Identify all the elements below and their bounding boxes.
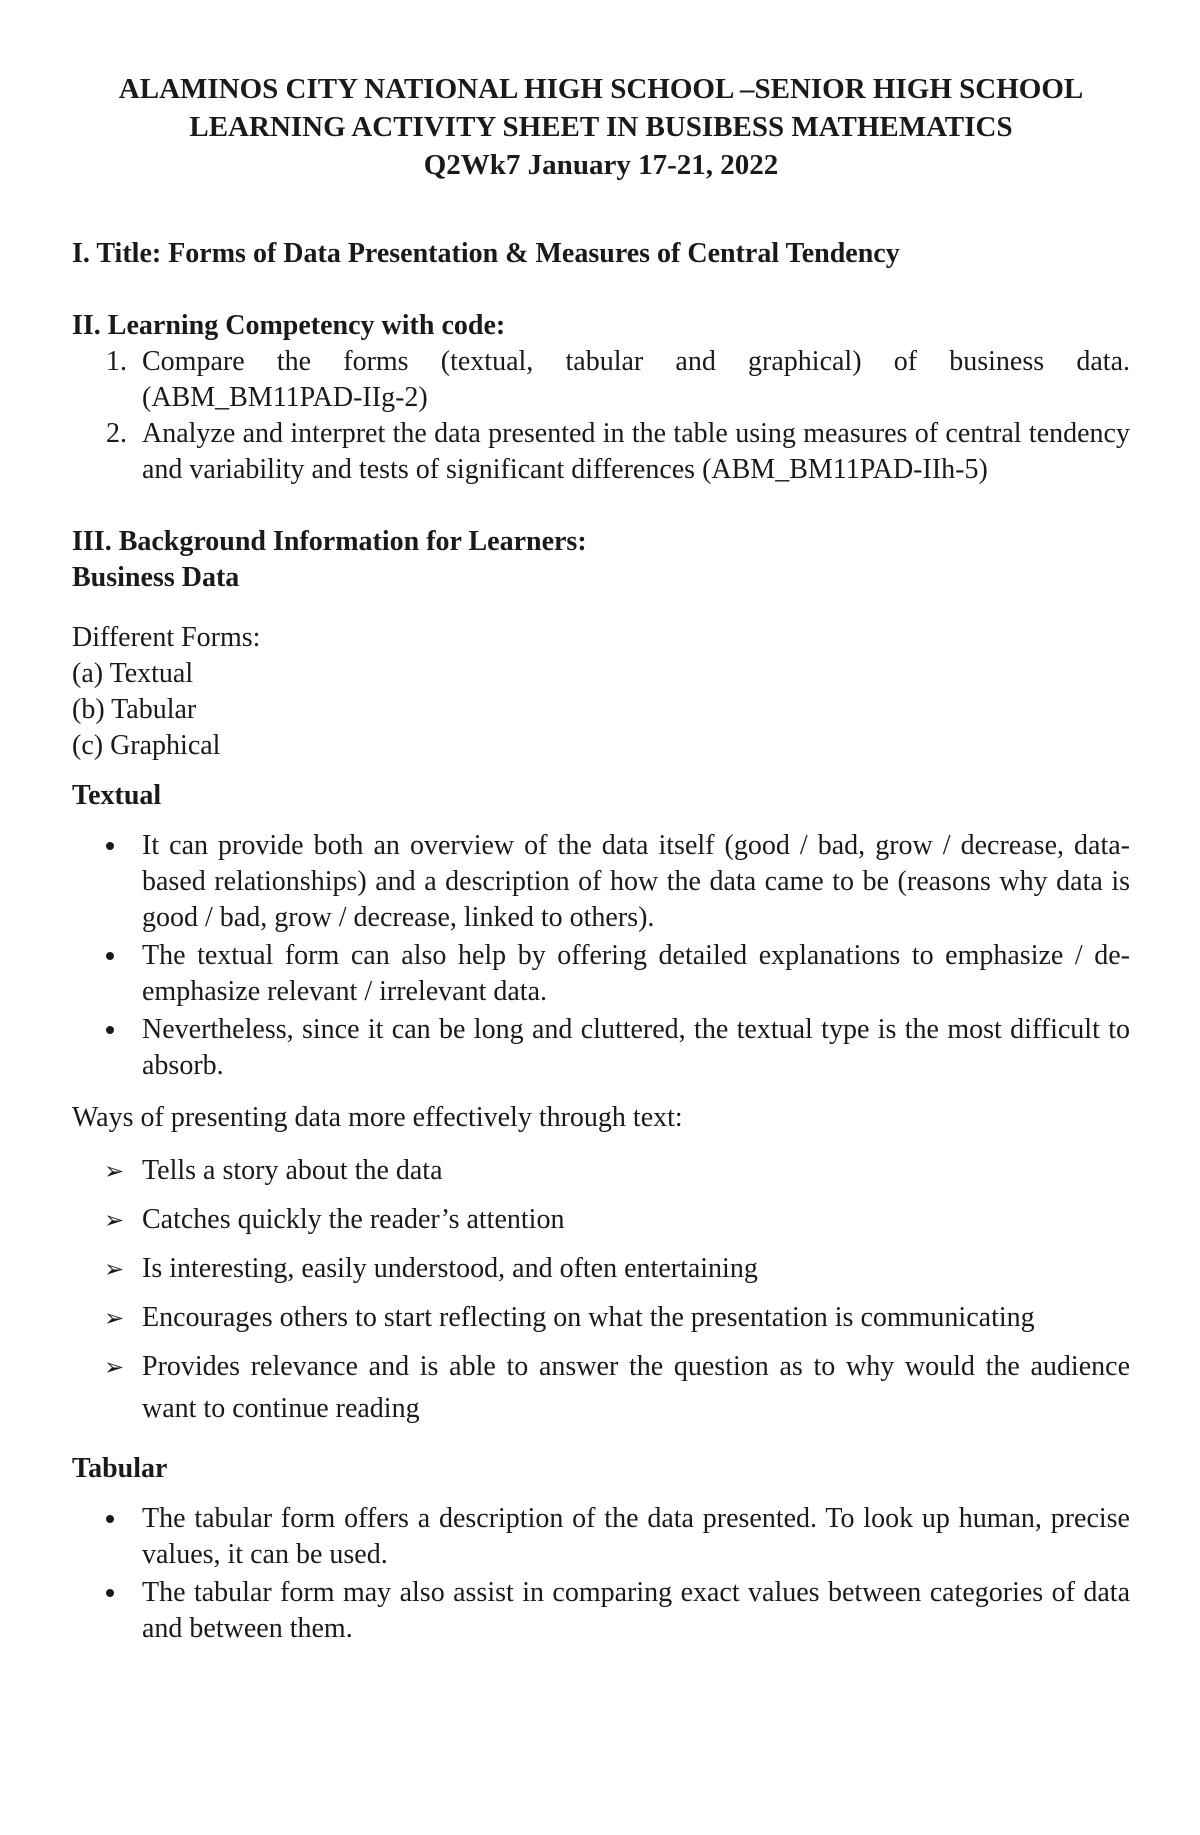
bullet-text: The textual form can also help by offering detailed explanations to emphasize / de-emphasize relevant / irrelevant data. (142, 940, 1130, 1007)
form-item-graphical: (c) Graphical (72, 730, 221, 761)
arrow-bullet-icon: ➢ (104, 1157, 125, 1185)
textual-heading: Textual (72, 780, 162, 811)
arrow-bullet-icon: ➢ (104, 1255, 125, 1283)
ways-item-text: Catches quickly the reader’s attention (142, 1204, 565, 1235)
ways-item (72, 1297, 1130, 1339)
ways-item-text: Is interesting, easily understood, and often entertaining (142, 1253, 758, 1284)
bullet-icon (106, 1589, 114, 1597)
week-date-heading: Q2Wk7 January 17-21, 2022 (423, 149, 779, 181)
bullet-text: It can provide both an overview of the data itself (good / bad, grow / decrease, data-based relationships) and a description of how the data came to be (reasons why data is good / bad, grow / decrease, linked to others). (142, 830, 1130, 933)
bullet-icon (106, 842, 114, 850)
ways-item (72, 1346, 1130, 1430)
tabular-bullet-item (72, 1575, 1130, 1647)
activity-sheet-heading: LEARNING ACTIVITY SHEET IN BUSIBESS MATHEMATICS (189, 111, 1013, 143)
business-data-subheading: Business Data (72, 562, 240, 593)
competency-list (72, 344, 1130, 488)
textual-bullet-list (72, 828, 1130, 1084)
textual-bullet-item (72, 1012, 1130, 1084)
school-name-heading: ALAMINOS CITY NATIONAL HIGH SCHOOL –SENIOR HIGH SCHOOL (118, 73, 1084, 105)
competency-item-text: Analyze and interpret the data presented in the table using measures of central tendency and variability and tests of significant differences (ABM_BM11PAD-IIh-5) (142, 418, 1130, 485)
ways-item-text: Encourages others to start reflecting on what the presentation is communicating (142, 1302, 1035, 1333)
bullet-text: The tabular form offers a description of the data presented. To look up human, precise values, it can be used. (142, 1503, 1130, 1570)
ways-item-text: Provides relevance and is able to answer the question as to why would the audience want to continue reading (142, 1351, 1130, 1424)
competency-item-number: 1. (106, 346, 127, 377)
form-item-textual: (a) Textual (72, 658, 194, 689)
competency-item-text: Compare the forms (textual, tabular and graphical) of business data. (ABM_BM11PAD-IIg-2) (142, 346, 1130, 413)
title-section-heading: I. Title: Forms of Data Presentation & Measures of Central Tendency (72, 238, 900, 269)
bullet-icon (106, 1026, 114, 1034)
tabular-bullet-item (72, 1501, 1130, 1573)
ways-label: Ways of presenting data more effectively through text: (72, 1102, 683, 1133)
competency-item-number: 2. (106, 418, 127, 449)
textual-bullet-item (72, 828, 1130, 936)
document-page (72, 70, 1130, 1649)
competency-item (72, 416, 1130, 488)
arrow-bullet-icon: ➢ (104, 1353, 125, 1381)
bullet-text: The tabular form may also assist in comparing exact values between categories of data and between them. (142, 1577, 1130, 1644)
arrow-bullet-icon: ➢ (104, 1206, 125, 1234)
textual-bullet-item (72, 938, 1130, 1010)
background-heading: III. Background Information for Learners: (72, 526, 587, 557)
bullet-text: Nevertheless, since it can be long and cluttered, the textual type is the most difficult to absorb. (142, 1014, 1130, 1081)
forms-label: Different Forms: (72, 622, 261, 653)
bullet-icon (106, 952, 114, 960)
ways-item (72, 1199, 1130, 1241)
tabular-heading: Tabular (72, 1453, 168, 1484)
competency-heading: II. Learning Competency with code: (72, 310, 506, 341)
ways-item-text: Tells a story about the data (142, 1155, 443, 1186)
bullet-icon (106, 1515, 114, 1523)
ways-item (72, 1248, 1130, 1290)
arrow-bullet-icon: ➢ (104, 1304, 125, 1332)
tabular-bullet-list (72, 1501, 1130, 1647)
ways-arrow-list (72, 1150, 1130, 1430)
competency-item (72, 344, 1130, 416)
ways-item (72, 1150, 1130, 1192)
form-item-tabular: (b) Tabular (72, 694, 197, 725)
